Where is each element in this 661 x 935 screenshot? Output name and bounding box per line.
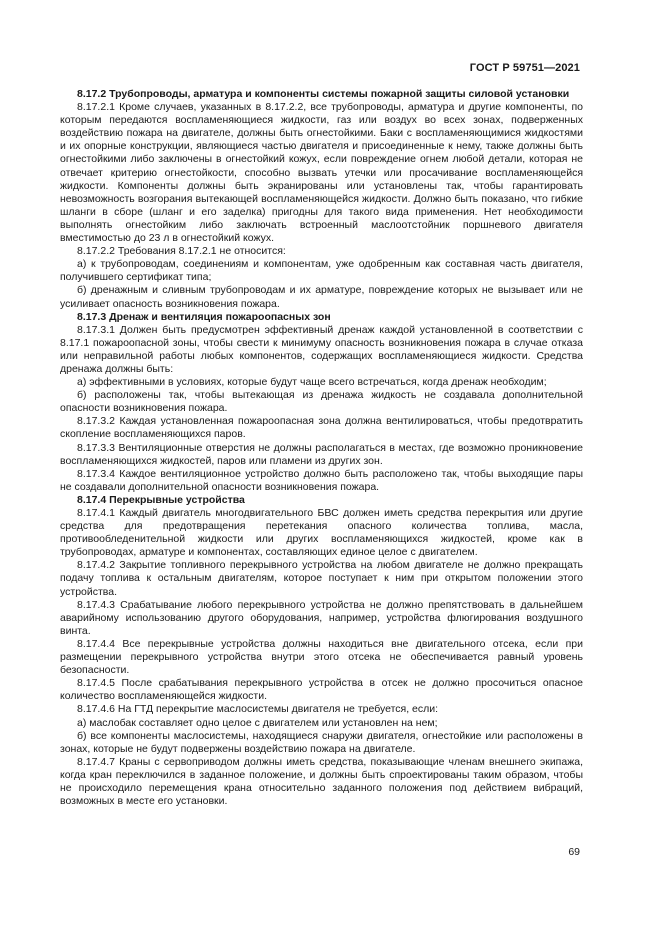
paragraph: б) расположены так, чтобы вытекающая из дренажа жидкость не создавала дополнительной опасности возникновения пожара.: [60, 389, 583, 415]
paragraph: 8.17.4.2 Закрытие топливного перекрывного устройства на любом двигателе не должно прекращать подачу топлива к остальным двигателям, которое поступает к ним при открытом положении этого устройства.: [60, 559, 583, 598]
paragraph: 8.17.4.4 Все перекрывные устройства должны находиться вне двигательного отсека, если при размещении перекрывного устройства внутри этого отсека не обеспечивается равный уровень безопасности.: [60, 637, 583, 677]
standard-header: ГОСТ Р 59751—2021: [469, 62, 580, 74]
section-heading: 8.17.4 Перекрывные устройства: [77, 493, 245, 506]
paragraph: 8.17.4.7 Краны с сервоприводом должны иметь средства, показывающие членам внешнего экипажа, когда кран переключился в заданное положение, и должны быть спроектированы таким образом, чтобы не происходило перемещения крана относительно заданного положения под действием вибраций, возможных в месте его установки.: [60, 755, 583, 808]
paragraph: б) дренажным и сливным трубопроводам и их арматуре, повреждение которых не вызывает или не усиливает опасность возникновения пожара.: [60, 284, 583, 310]
section-heading: 8.17.3 Дренаж и вентиляция пожароопасных зон: [77, 310, 331, 323]
paragraph: а) к трубопроводам, соединениям и компонентам, уже одобренным как составная часть двигателя, получившего сертификат типа;: [60, 258, 583, 284]
paragraph: а) эффективными в условиях, которые будут чаще всего встречаться, когда дренаж необходим;: [77, 376, 547, 389]
paragraph: 8.17.3.2 Каждая установленная пожароопасная зона должна вентилироваться, чтобы предотвратить скопление воспламеняющихся паров.: [60, 415, 583, 441]
paragraph: 8.17.2.2 Требования 8.17.2.1 не относится:: [77, 245, 286, 258]
paragraph: 8.17.4.6 На ГТД перекрытие маслосистемы двигателя не требуется, если:: [77, 703, 439, 716]
paragraph: 8.17.4.5 После срабатывания перекрывного устройства в отсек не должно просочиться опасное количество воспламеняющейся жидкости.: [60, 677, 583, 703]
page-number: 69: [568, 846, 580, 858]
paragraph: 8.17.3.1 Должен быть предусмотрен эффективный дренаж каждой установленной в соответствии с 8.17.1 пожароопасной зоны, чтобы свести к минимуму опасность возникновения пожара в случае отказа или неправильной работы любых компонентов, содержащих воспламеняющиеся жидкости. Средства дренажа должны быть:: [60, 323, 583, 375]
paragraph: 8.17.4.3 Срабатывание любого перекрывного устройства не должно препятствовать в дальнейшем аварийному использованию другого оборудования, например, устройства флюгирования воздушного винта.: [60, 598, 583, 637]
paragraph: 8.17.3.3 Вентиляционные отверстия не должны располагаться в местах, где возможно проникновение воспламеняющихся жидкостей, паров или пламени из других зон.: [60, 441, 583, 467]
document-body: [60, 88, 583, 808]
section-heading: 8.17.2 Трубопроводы, арматура и компоненты системы пожарной защиты силовой установки: [77, 88, 570, 100]
paragraph: а) маслобак составляет одно целое с двигателем или установлен на нем;: [77, 716, 438, 729]
paragraph: 8.17.2.1 Кроме случаев, указанных в 8.17.2.2, все трубопроводы, арматура и другие компоненты, по которым передаются воспламеняющиеся жидкости, газ или воздух во всех зонах, подверженных воздействию пожара на двигателе, должны быть огнестойкими. Баки с воспламеняющимися жидкостями и их опорные конструкции, являющиеся частью двигателя и присоединенные к нему, также должны быть огнестойкими либо заключены в огнестойкий кожух, если повреждение огнем любой детали, которая не отвечает критерию огнестойкости, способно вызвать утечки или просачивание воспламеняющейся жидкости. Компоненты должны быть экранированы или установлены так, чтобы гарантировать невозможность возгорания вытекающей воспламеняющейся жидкости. Должно быть показано, что гибкие шланги в сборе (шланг и его заделка) пригодны для такого вида применения. Нет необходимости выполнять огнестойким либо заключать встроенный маслоотстойник поршневого двигателя вместимостью до 23 л в огнестойкий кожух.: [60, 101, 583, 245]
paragraph: б) все компоненты маслосистемы, находящиеся снаружи двигателя, огнестойкие или расположены в зонах, которые не будут подвержены воздействию пожара на двигателе.: [60, 729, 583, 755]
paragraph: 8.17.3.4 Каждое вентиляционное устройство должно быть расположено так, чтобы выходящие пары не создавали дополнительной опасности возникновения пожара.: [60, 467, 583, 493]
paragraph: 8.17.4.1 Каждый двигатель многодвигательного БВС должен иметь средства перекрытия или другие средства для предотвращения перетекания опасного количества топлива, масла, противообледенительной жидкости или других воспламеняющихся жидкостей, кроме как в трубопроводах, арматуре и компонентах, составляющих единое целое с двигателем.: [60, 507, 583, 559]
